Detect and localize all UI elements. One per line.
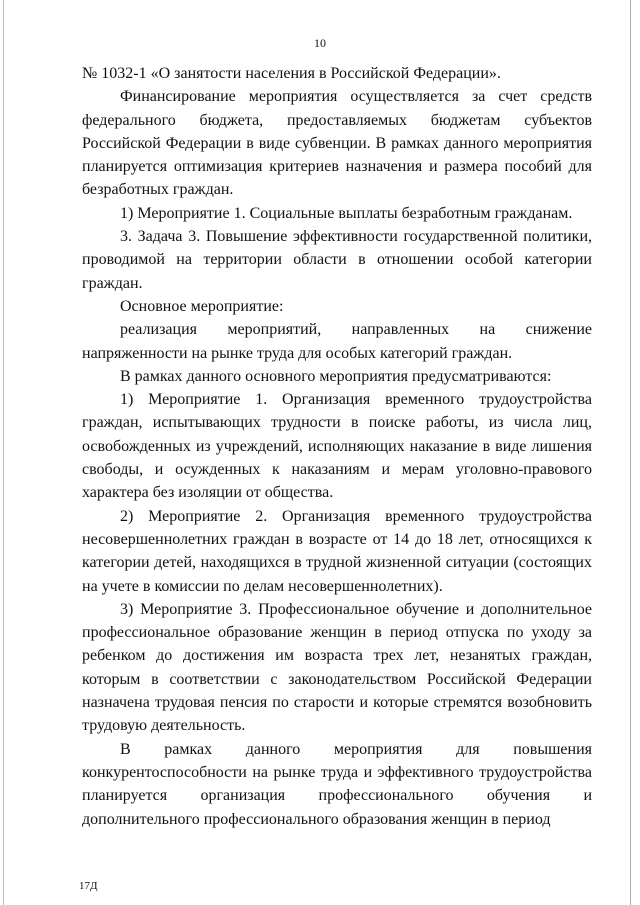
- paragraph: В рамках данного основного мероприятия предусматриваются:: [120, 367, 552, 385]
- paragraph: 1) Мероприятие 1. Социальные выплаты безработным гражданам.: [120, 204, 573, 222]
- paragraph: № 1032-1 «О занятости населения в Российской Федерации».: [82, 65, 501, 82]
- footer-code: 17Д: [79, 880, 98, 892]
- scan-edge-left: [3, 0, 4, 905]
- paragraph: Финансирование мероприятия осуществляется за счет средств федерального бюджета, предоставляемых бюджетам субъектов Российской Федерации в виде субвенции. В рамках данного мероприятия планируется оптимизация критериев назначения и размера пособий для безработных граждан.: [82, 88, 592, 199]
- document-body: [82, 62, 592, 831]
- paragraph: 3) Мероприятие 3. Профессиональное обучение и дополнительное профессиональное образование женщин в период отпуска по уходу за ребенком до достижения им возраста трех лет, незанятых граждан, которым в соответствии с законодательством Российской Федерации назначена трудовая пенсия по старости и которые стремятся возобновить трудовую деятельность.: [82, 600, 592, 735]
- paragraph: 1) Мероприятие 1. Организация временного трудоустройства граждан, испытывающих трудности в поиске работы, из числа лиц, освобожденных из учреждений, исполняющих наказание в виде лишения свободы, и осужденных к наказаниям и мерам уголовно-правового характера без изоляции от общества.: [82, 391, 592, 502]
- paragraph: В рамках данного мероприятия для повышения конкурентоспособности на рынке труда и эффективного трудоустройства планируется организация профессионального обучения и дополнительного профессионального образования женщин в период: [82, 740, 592, 828]
- paragraph: реализация мероприятий, направленных на снижение напряженности на рынке труда для особых категорий граждан.: [82, 321, 592, 362]
- paragraph: 2) Мероприятие 2. Организация временного трудоустройства несовершеннолетних граждан в возрасте от 14 до 18 лет, относящихся к категории детей, находящихся в трудной жизненной ситуации (состоящих на учете в комиссии по делам несовершеннолетних).: [82, 507, 592, 595]
- scan-edge-right: [630, 0, 631, 905]
- page-number: 10: [314, 36, 326, 50]
- paragraph: 3. Задача 3. Повышение эффективности государственной политики, проводимой на территории области в отношении особой категории граждан.: [82, 228, 592, 292]
- paragraph: Основное мероприятие:: [120, 297, 284, 315]
